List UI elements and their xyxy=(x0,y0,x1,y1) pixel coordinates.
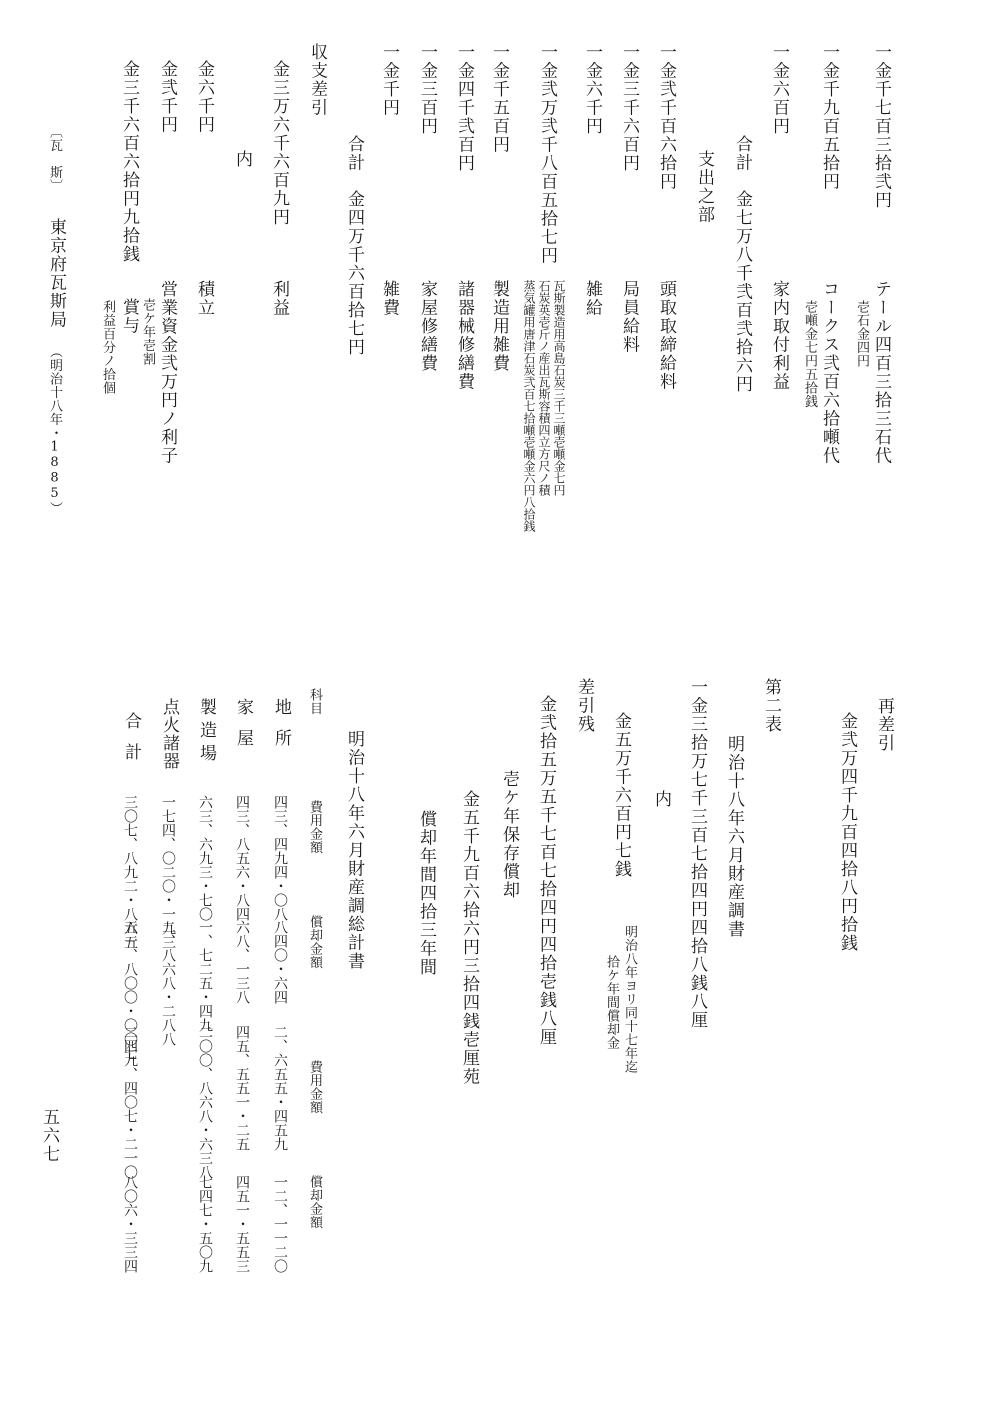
table3-row-c4-3: 七四七・五〇九 xyxy=(197,1175,213,1273)
margin-section: 〔瓦 斯〕 xyxy=(47,125,62,193)
balance-header: 収支差引 xyxy=(307,43,327,117)
expense-amount-7: 一金三百円 xyxy=(417,43,437,136)
page-number: 五六七 xyxy=(39,1108,59,1164)
table2-subtitle: 明治十八年六月財産調書 xyxy=(724,735,744,939)
table3-row-c1-5: 三〇七、八九二・八六五 xyxy=(122,795,138,949)
expense-note-4c: 蒸気罐用唐津石炭弐百七拾噸壱噸金六円八拾銭 xyxy=(522,280,536,532)
table3-row-c3-1: 二、六五五・四五九 xyxy=(272,1025,288,1151)
balance-item-label-1: 積立 xyxy=(194,280,214,317)
expense-note-4b: 石炭英壱斤ノ産出瓦斯容積四立方尺ノ積 xyxy=(537,280,551,496)
table3-row-c2-5: 五一、八〇〇・〇〇七 xyxy=(122,920,138,1060)
income-total-label: 合計 xyxy=(732,135,752,172)
income-note-1: 壱石金四円 xyxy=(854,300,869,368)
table3-row-name-5: 合計 xyxy=(121,712,141,774)
table3-title: 明治十八年六月財産調総計書 xyxy=(344,730,364,971)
table3-row-name-3: 製造場 xyxy=(196,698,216,767)
income-amount-3: 一金六百円 xyxy=(769,43,789,136)
expense-amount-4: 一金弐万弐千八百五拾七円 xyxy=(537,43,557,265)
income-total-value: 金七万八千弐百弐拾六円 xyxy=(732,190,752,394)
balance-item-note-3: 利益百分ノ拾個 xyxy=(100,300,115,395)
expense-item-2: 局員給料 xyxy=(619,280,639,354)
balance-item-label-3: 賞与 xyxy=(119,298,139,335)
table2-annual-label: 壱ケ年保存償却 xyxy=(499,770,519,900)
income-item-2: コークス弐百六拾噸代 xyxy=(819,280,839,465)
table2-amount: 一金三拾万七千三百七拾四円四拾八銭八厘 xyxy=(687,678,707,1030)
table2-annual-amount: 金五千九百六拾六円三拾四銭壱厘苑 xyxy=(459,790,479,1086)
table2-breakdown-label: 内 xyxy=(651,790,671,809)
balance-item-amount-1: 金六千円 xyxy=(194,60,214,134)
balance-item-amount-3: 金三千六百六拾円九拾銭 xyxy=(119,60,139,264)
expense-amount-6: 一金四千弐百円 xyxy=(454,43,474,173)
expense-item-5: 製造用雑費 xyxy=(489,280,509,373)
expense-item-8: 雑費 xyxy=(379,280,399,317)
table2-item-amount: 金五万千六百円七銭 xyxy=(611,712,631,879)
table3-row-c3-3: 二〇〇、八六八・六三八 xyxy=(197,1025,213,1179)
income-item-3: 家内取付利益 xyxy=(769,280,789,391)
second-balance-header: 再差引 xyxy=(874,697,894,753)
table2-years-note: 償却年間四拾三年間 xyxy=(416,810,436,977)
table2-item-note-1: 明治八年ヨリ同十七年迄 xyxy=(622,925,637,1074)
income-item-1: テール四百三拾三石代 xyxy=(871,280,891,465)
expense-item-3: 雑給 xyxy=(582,280,602,317)
balance-item-note-2: 壱ケ年壱割 xyxy=(140,298,155,366)
balance-item-amount-2: 金弐千円 xyxy=(157,60,177,134)
second-balance-amount: 金弐万四千九百四拾八円拾銭 xyxy=(837,712,857,953)
table3-header-depr-2: 償却金額 xyxy=(307,1175,322,1229)
income-note-2: 壱噸金七円五拾銭 xyxy=(802,300,817,408)
expense-item-1: 頭取取締給料 xyxy=(656,280,676,391)
table3-row-c1-3: 六三、六九三・七〇 xyxy=(197,795,213,921)
expense-total-label: 合計 xyxy=(344,135,364,172)
expense-amount-1: 一金弐千百六拾円 xyxy=(656,43,676,191)
expense-amount-8: 一金千円 xyxy=(379,43,399,117)
table3-row-c1-4: 一七四、〇二〇・一九三 xyxy=(160,795,176,949)
balance-breakdown-label: 内 xyxy=(232,150,252,169)
table3-row-name-2: 家屋 xyxy=(233,698,253,760)
table3-row-c3-2: 四五、五五一・二五 xyxy=(234,1025,250,1151)
income-amount-2: 一金千九百五拾円 xyxy=(819,43,839,191)
table3-row-c2-4: 二、八六八・二八八 xyxy=(160,920,176,1046)
table3-row-c2-3: 一、七二五・四九 xyxy=(197,920,213,1032)
table3-row-c3-5: 二四九、四〇七・二一〇 xyxy=(122,1025,138,1179)
table3-row-name-1: 地所 xyxy=(271,698,291,760)
table3-row-c1-2: 四三、八五六・八四 xyxy=(234,795,250,921)
margin-date: （明治十八年・1885） xyxy=(47,345,62,515)
balance-label: 利益 xyxy=(269,280,289,317)
table2-title: 第二表 xyxy=(761,678,781,734)
expense-amount-3: 一金六千円 xyxy=(582,43,602,136)
table3-row-c1-1: 四三、四九四・〇八 xyxy=(272,795,288,921)
income-amount-1: 一金千七百三拾弐円 xyxy=(871,43,891,210)
table3-row-c2-1: 八四〇・六四 xyxy=(272,920,288,1004)
table3-header-cost-2: 費用金額 xyxy=(307,1060,322,1114)
table3-row-c4-1: 一二、一一二〇 xyxy=(272,1175,288,1273)
expense-item-6: 諸器械修繕費 xyxy=(454,280,474,391)
expense-amount-2: 一金三千六百円 xyxy=(619,43,639,173)
expense-amount-5: 一金千五百円 xyxy=(489,43,509,154)
margin-source: 東京府瓦斯局 xyxy=(46,218,66,329)
table3-header-cost-1: 費用金額 xyxy=(307,800,322,854)
table3-header-depr-1: 償却金額 xyxy=(307,915,322,969)
table3-row-c4-5: 八〇六・三三四 xyxy=(122,1175,138,1273)
table3-header-subject: 科目 xyxy=(307,688,322,715)
table2-item-note-2: 拾ケ年間償却金 xyxy=(604,955,619,1050)
expense-item-7: 家屋修繕費 xyxy=(417,280,437,373)
balance-amount: 金三万六千六百九円 xyxy=(269,60,289,227)
expense-note-4a: 瓦斯製造用高島石炭三千三噸壱噸金七円 xyxy=(552,280,566,496)
table3-row-name-4: 点火諸器 xyxy=(159,698,179,770)
table3-row-c2-2: 六八、一三八 xyxy=(234,920,250,1004)
expense-header: 支出之部 xyxy=(694,150,714,224)
table2-remaining-amount: 金弐拾五万五千七百七拾四円四拾壱銭八厘 xyxy=(536,695,556,1047)
table3-row-c4-2: 四五一・五五三 xyxy=(234,1175,250,1273)
balance-item-label-2: 営業資金弐万円ノ利子 xyxy=(157,280,177,465)
expense-total-value: 金四万千六百拾七円 xyxy=(344,190,364,357)
table2-remaining-header: 差引残 xyxy=(574,678,594,734)
